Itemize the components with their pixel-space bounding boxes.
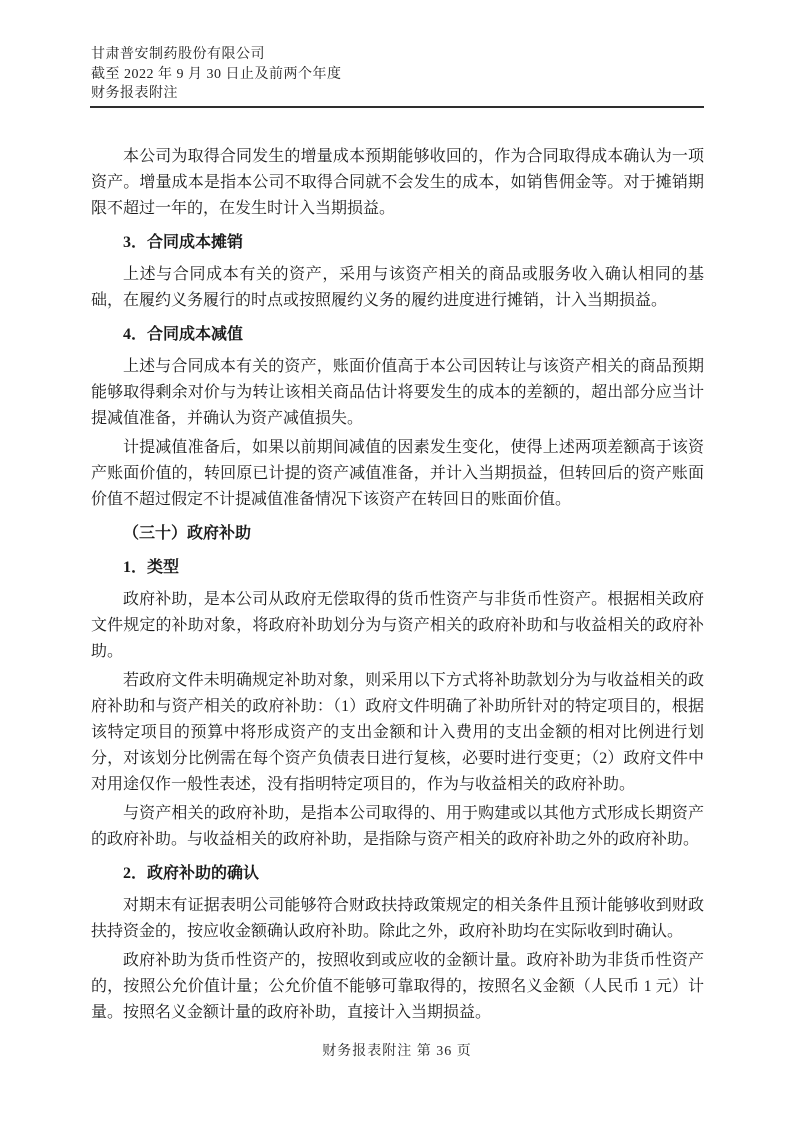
report-period: 截至 2022 年 9 月 30 日止及前两个年度: [91, 66, 342, 82]
paragraph-grant-definition: 政府补助，是本公司从政府无偿取得的货币性资产与非货币性资产。根据相关政府文件规定的补助对象，将政府补助划分为与资产相关的政府补助和与收益相关的政府补助。: [91, 591, 704, 660]
paragraph-recognition-conditions: 对期末有证据表明公司能够符合财政扶持政策规定的相关条件且预计能够收到财政扶持资金的，按应收金额确认政府补助。除此之外，政府补助均在实际收到时确认。: [91, 897, 704, 940]
paragraph-contract-cost-asset: 本公司为取得合同发生的增量成本预期能够收回的，作为合同取得成本确认为一项资产。增量成本是指本公司不取得合同就不会发生的成本，如销售佣金等。对于摊销期限不超过一年的，在发生时计入当期损益。: [91, 148, 704, 217]
paragraph-impairment-reversal: 计提减值准备后，如果以前期间减值的因素发生变化，使得上述两项差额高于该资产账面价值的，转回原已计提的资产减值准备，并计入当期损益，但转回后的资产账面价值不超过假定不计提减值准备情况下该资产在转回日的账面价值。: [91, 439, 704, 508]
paragraph-impairment: 上述与合同成本有关的资产，账面价值高于本公司因转让与该资产相关的商品预期能够取得剩余对价与为转让该相关商品估计将要发生的成本的差额的，超出部分应当计提减值准备，并确认为资产减值损失。: [91, 358, 704, 427]
paragraph-grant-measurement: 政府补助为货币性资产的，按照收到或应收的金额计量。政府补助为非货币性资产的，按照公允价值计量；公允价值不能够可靠取得的，按照名义金额（人民币 1 元）计量。按照名义金额计量的政府补助，直接计入当期损益。: [91, 952, 704, 1021]
paragraph-asset-income-grants: 与资产相关的政府补助，是指本公司取得的、用于购建或以其他方式形成长期资产的政府补助。与收益相关的政府补助，是指除与资产相关的政府补助之外的政府补助。: [91, 805, 704, 848]
paragraph-amortization: 上述与合同成本有关的资产，采用与该资产相关的商品或服务收入确认相同的基础，在履约义务履行的时点或按照履约义务的履约进度进行摊销，计入当期损益。: [91, 266, 704, 309]
page-header: [91, 45, 705, 104]
document-title: 财务报表附注: [91, 86, 178, 101]
page-footer: [90, 1040, 704, 1060]
document-body: [91, 141, 704, 1029]
heading-grant-types: 1．类型: [123, 559, 180, 576]
heading-contract-cost-amortization: 3．合同成本摊销: [123, 234, 244, 251]
heading-grant-recognition: 2．政府补助的确认: [123, 865, 260, 882]
header-divider: [90, 106, 704, 108]
heading-contract-cost-impairment: 4．合同成本减值: [123, 326, 244, 343]
company-name: 甘肃普安制药股份有限公司: [91, 47, 265, 62]
heading-government-grants: （三十）政府补助: [123, 525, 252, 542]
paragraph-grant-classification: 若政府文件未明确规定补助对象，则采用以下方式将补助款划分为与收益相关的政府补助和与资产相关的政府补助：（1）政府文件明确了补助所针对的特定项目的，根据该特定项目的预算中将形成资产的支出金额和计入费用的支出金额的相对比例进行划分，对该划分比例需在每个资产负债表日进行复核，必要时进行变更；（2）政府文件中对用途仅作一般性表述，没有指明特定项目的，作为与收益相关的政府补助。: [91, 672, 704, 793]
footer-page-label: 财务报表附注 第 36 页: [322, 1044, 472, 1059]
